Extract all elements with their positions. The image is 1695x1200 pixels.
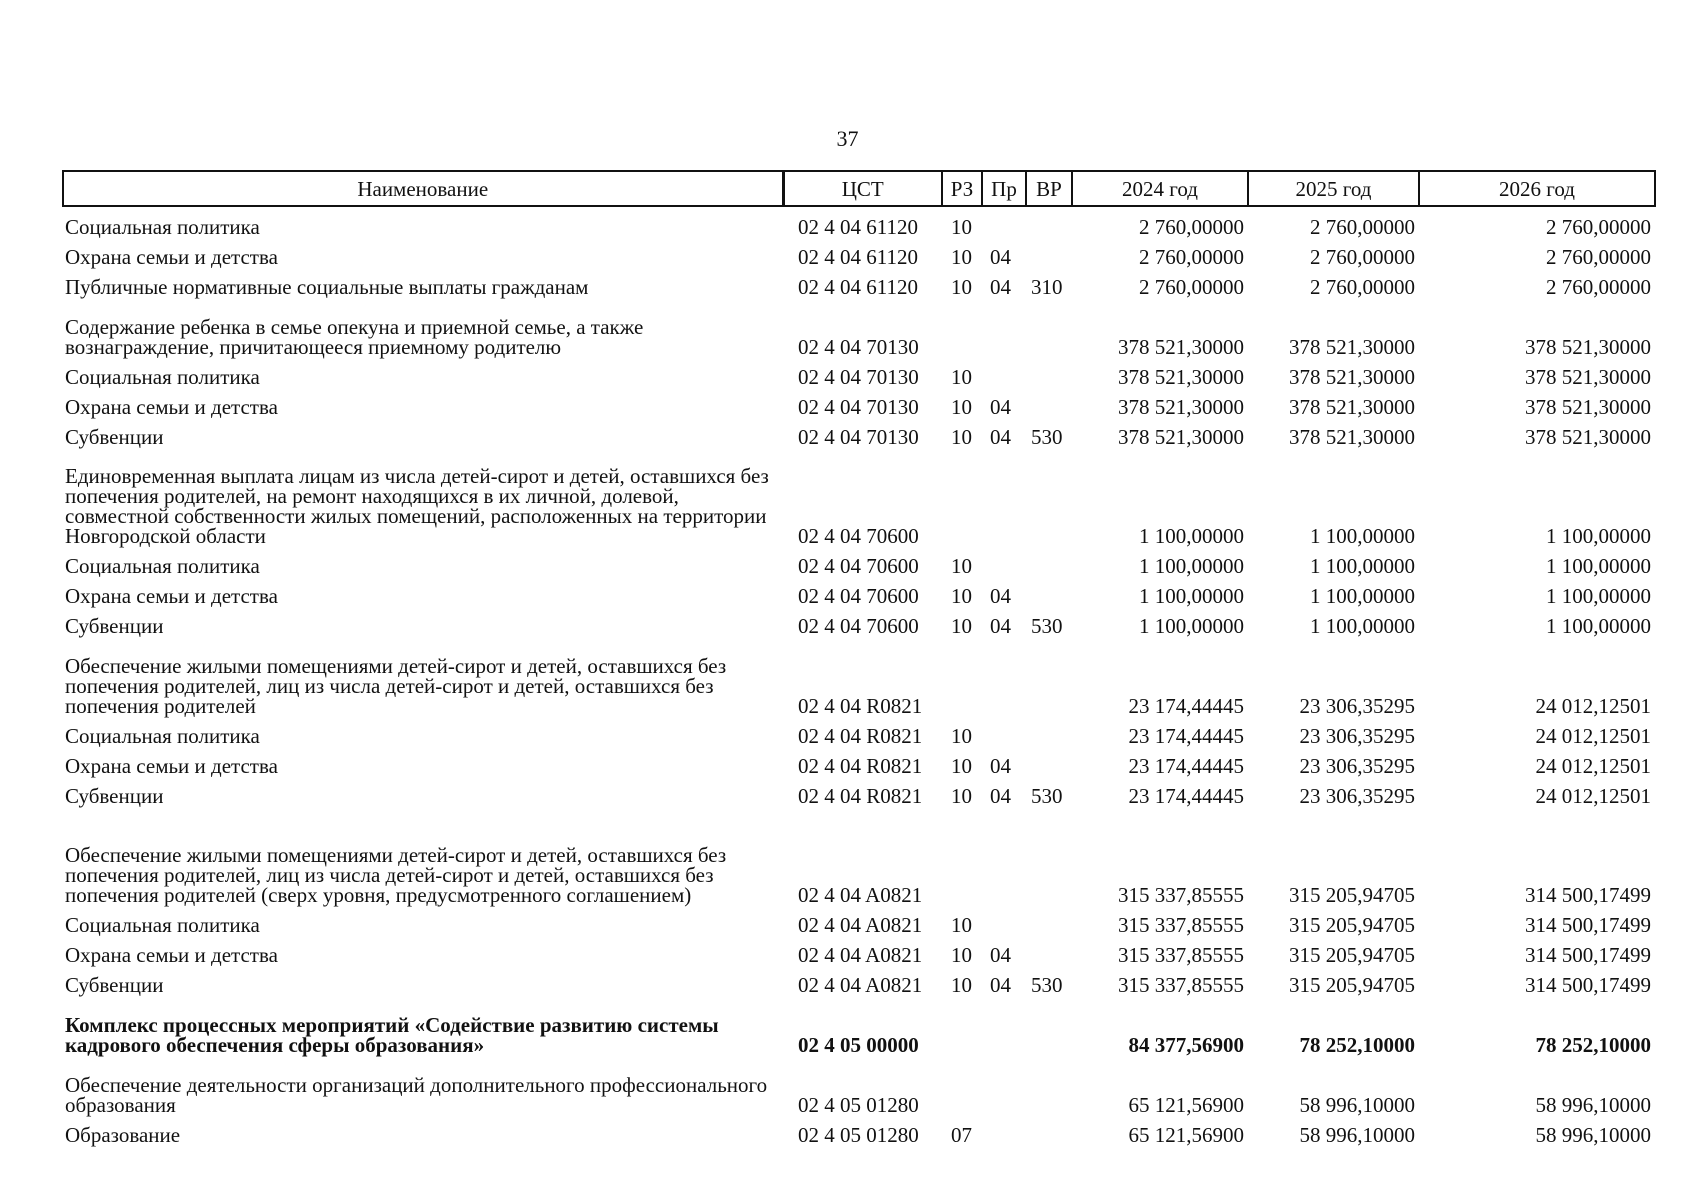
row-amount-2026: 314 500,17499 bbox=[1525, 943, 1651, 967]
row-cst: 02 4 04 61120 bbox=[798, 275, 918, 299]
row-cst: 02 4 04 R0821 bbox=[798, 754, 923, 778]
row-amount-2025: 2 760,00000 bbox=[1310, 245, 1415, 269]
row-name: Комплекс процессных мероприятий «Содействие развитию системы кадрового обеспечения сферы образования» bbox=[65, 1013, 719, 1057]
row-cst: 02 4 04 70130 bbox=[798, 335, 919, 359]
row-vr: 530 bbox=[1031, 973, 1063, 997]
row-amount-2024: 315 337,85555 bbox=[1118, 883, 1244, 907]
row-rz: 10 bbox=[951, 365, 972, 389]
row-amount-2026: 1 100,00000 bbox=[1546, 584, 1651, 608]
row-amount-2025: 315 205,94705 bbox=[1289, 883, 1415, 907]
header-pr: Пр bbox=[982, 171, 1026, 206]
table-row bbox=[63, 1115, 1655, 1145]
row-name: Публичные нормативные социальные выплаты гражданам bbox=[65, 275, 589, 299]
row-pr bbox=[982, 447, 1026, 546]
row-pr: 04 bbox=[990, 584, 1011, 608]
row-rz: 10 bbox=[951, 943, 972, 967]
row-amount-2025: 1 100,00000 bbox=[1310, 584, 1415, 608]
row-amount-2026: 2 760,00000 bbox=[1546, 275, 1651, 299]
row-cst: 02 4 04 70600 bbox=[798, 554, 919, 578]
row-cst: 02 4 05 01280 bbox=[798, 1123, 919, 1147]
row-vr bbox=[1026, 905, 1072, 935]
row-amount-2024: 315 337,85555 bbox=[1118, 913, 1244, 937]
row-amount-2026: 2 760,00000 bbox=[1546, 245, 1651, 269]
row-amount-2025: 378 521,30000 bbox=[1289, 425, 1415, 449]
row-rz: 10 bbox=[951, 973, 972, 997]
row-pr: 04 bbox=[990, 395, 1011, 419]
table-row bbox=[63, 237, 1655, 267]
header-rz: РЗ bbox=[942, 171, 982, 206]
row-rz: 10 bbox=[951, 554, 972, 578]
table-row bbox=[63, 965, 1655, 995]
row-rz: 10 bbox=[951, 275, 972, 299]
row-rz: 10 bbox=[951, 614, 972, 638]
row-amount-2026: 24 012,12501 bbox=[1535, 694, 1651, 718]
row-amount-2026: 78 252,10000 bbox=[1535, 1033, 1651, 1057]
row-pr: 04 bbox=[990, 425, 1011, 449]
row-rz: 10 bbox=[951, 425, 972, 449]
row-rz bbox=[942, 636, 982, 716]
header-2026: 2026 год bbox=[1419, 171, 1655, 206]
row-cst: 02 4 04 70130 bbox=[798, 425, 919, 449]
row-amount-2024: 378 521,30000 bbox=[1118, 425, 1244, 449]
row-pr bbox=[982, 206, 1026, 237]
row-amount-2026: 58 996,10000 bbox=[1535, 1093, 1651, 1117]
row-amount-2025: 23 306,35295 bbox=[1299, 724, 1415, 748]
budget-table bbox=[62, 170, 1656, 1145]
row-vr bbox=[1026, 995, 1072, 1055]
table-row bbox=[63, 995, 1655, 1055]
row-pr: 04 bbox=[990, 973, 1011, 997]
row-cst: 02 4 04 70600 bbox=[798, 584, 919, 608]
table-row bbox=[63, 636, 1655, 716]
row-cst: 02 4 04 61120 bbox=[798, 215, 918, 239]
row-cst: 02 4 04 A0821 bbox=[798, 943, 923, 967]
row-amount-2024: 23 174,44445 bbox=[1128, 754, 1244, 778]
row-amount-2024: 1 100,00000 bbox=[1139, 524, 1244, 548]
row-cst: 02 4 04 R0821 bbox=[798, 724, 923, 748]
row-pr bbox=[982, 546, 1026, 576]
row-amount-2024: 1 100,00000 bbox=[1139, 614, 1244, 638]
row-cst: 02 4 04 R0821 bbox=[798, 784, 923, 808]
row-pr bbox=[982, 905, 1026, 935]
row-amount-2026: 378 521,30000 bbox=[1525, 425, 1651, 449]
row-name: Охрана семьи и детства bbox=[65, 395, 278, 419]
table-row bbox=[63, 1055, 1655, 1115]
header-cst: ЦСТ bbox=[783, 171, 942, 206]
header-2024: 2024 год bbox=[1072, 171, 1248, 206]
row-amount-2025: 378 521,30000 bbox=[1289, 365, 1415, 389]
row-vr bbox=[1026, 546, 1072, 576]
row-amount-2026: 2 760,00000 bbox=[1546, 215, 1651, 239]
row-amount-2024: 23 174,44445 bbox=[1128, 724, 1244, 748]
table-row bbox=[63, 267, 1655, 297]
row-pr bbox=[982, 1055, 1026, 1115]
row-cst: 02 4 05 01280 bbox=[798, 1093, 919, 1117]
table-row bbox=[63, 776, 1655, 806]
row-amount-2024: 2 760,00000 bbox=[1139, 275, 1244, 299]
row-amount-2026: 378 521,30000 bbox=[1525, 365, 1651, 389]
table-row bbox=[63, 387, 1655, 417]
row-rz bbox=[942, 447, 982, 546]
row-pr bbox=[982, 995, 1026, 1055]
row-amount-2025: 378 521,30000 bbox=[1289, 395, 1415, 419]
row-pr bbox=[982, 806, 1026, 905]
row-amount-2026: 24 012,12501 bbox=[1535, 724, 1651, 748]
row-vr bbox=[1026, 806, 1072, 905]
row-rz: 10 bbox=[951, 395, 972, 419]
row-amount-2025: 78 252,10000 bbox=[1299, 1033, 1415, 1057]
row-pr: 04 bbox=[990, 275, 1011, 299]
row-vr bbox=[1026, 357, 1072, 387]
row-cst: 02 4 04 70600 bbox=[798, 614, 919, 638]
row-vr: 530 bbox=[1031, 784, 1063, 808]
row-vr bbox=[1026, 716, 1072, 746]
table-body bbox=[63, 206, 1655, 1145]
row-amount-2024: 1 100,00000 bbox=[1139, 554, 1244, 578]
row-pr bbox=[982, 716, 1026, 746]
row-amount-2024: 378 521,30000 bbox=[1118, 335, 1244, 359]
table-row bbox=[63, 357, 1655, 387]
row-name: Обеспечение жилыми помещениями детей-сирот и детей, оставшихся без попечения родителей, лиц из числа детей-сирот и детей, оставшихся без попечения родителей (сверх уровня, предусмотренного соглашением) bbox=[65, 843, 727, 907]
row-rz: 10 bbox=[951, 913, 972, 937]
row-cst: 02 4 04 70130 bbox=[798, 395, 919, 419]
row-vr bbox=[1026, 447, 1072, 546]
row-amount-2025: 23 306,35295 bbox=[1299, 784, 1415, 808]
table-row bbox=[63, 935, 1655, 965]
row-rz bbox=[942, 1055, 982, 1115]
row-vr: 530 bbox=[1031, 425, 1063, 449]
row-amount-2024: 378 521,30000 bbox=[1118, 395, 1244, 419]
row-name: Охрана семьи и детства bbox=[65, 943, 278, 967]
row-amount-2025: 1 100,00000 bbox=[1310, 524, 1415, 548]
table-row bbox=[63, 905, 1655, 935]
row-rz: 10 bbox=[951, 215, 972, 239]
table-row bbox=[63, 746, 1655, 776]
row-rz: 10 bbox=[951, 584, 972, 608]
table-row bbox=[63, 206, 1655, 237]
header-vr: ВР bbox=[1026, 171, 1072, 206]
row-pr: 04 bbox=[990, 245, 1011, 269]
row-rz bbox=[942, 297, 982, 357]
row-name: Социальная политика bbox=[65, 215, 260, 239]
row-vr bbox=[1026, 1055, 1072, 1115]
row-pr bbox=[982, 636, 1026, 716]
row-name: Социальная политика bbox=[65, 913, 260, 937]
row-vr bbox=[1026, 237, 1072, 267]
row-amount-2025: 2 760,00000 bbox=[1310, 215, 1415, 239]
row-vr bbox=[1026, 297, 1072, 357]
row-amount-2026: 24 012,12501 bbox=[1535, 784, 1651, 808]
page-number: 37 bbox=[836, 126, 859, 151]
row-pr: 04 bbox=[990, 754, 1011, 778]
row-name: Социальная политика bbox=[65, 724, 260, 748]
row-amount-2025: 1 100,00000 bbox=[1310, 554, 1415, 578]
row-name: Единовременная выплата лицам из числа детей-сирот и детей, оставшихся без попечения родителей, на ремонт находящихся в их личной, долевой, совместной собственности жилых помещений, расположенных на территории Новгородской области bbox=[65, 464, 769, 548]
row-amount-2025: 315 205,94705 bbox=[1289, 913, 1415, 937]
row-vr bbox=[1026, 387, 1072, 417]
row-name: Образование bbox=[65, 1123, 181, 1147]
row-amount-2026: 314 500,17499 bbox=[1525, 883, 1651, 907]
row-amount-2026: 58 996,10000 bbox=[1535, 1123, 1651, 1147]
row-rz: 10 bbox=[951, 724, 972, 748]
row-amount-2026: 378 521,30000 bbox=[1525, 335, 1651, 359]
row-amount-2025: 315 205,94705 bbox=[1289, 973, 1415, 997]
row-pr bbox=[982, 357, 1026, 387]
row-pr bbox=[982, 1115, 1026, 1145]
row-amount-2025: 1 100,00000 bbox=[1310, 614, 1415, 638]
table-row bbox=[63, 576, 1655, 606]
row-vr: 530 bbox=[1031, 614, 1063, 638]
row-amount-2026: 314 500,17499 bbox=[1525, 913, 1651, 937]
row-amount-2026: 378 521,30000 bbox=[1525, 395, 1651, 419]
row-name: Социальная политика bbox=[65, 365, 260, 389]
table-row bbox=[63, 546, 1655, 576]
row-name: Охрана семьи и детства bbox=[65, 245, 278, 269]
row-amount-2025: 58 996,10000 bbox=[1299, 1093, 1415, 1117]
row-amount-2025: 378 521,30000 bbox=[1289, 335, 1415, 359]
row-amount-2025: 23 306,35295 bbox=[1299, 694, 1415, 718]
row-cst: 02 4 04 A0821 bbox=[798, 973, 923, 997]
row-vr bbox=[1026, 636, 1072, 716]
row-cst: 02 4 04 61120 bbox=[798, 245, 918, 269]
row-vr bbox=[1026, 746, 1072, 776]
row-amount-2024: 23 174,44445 bbox=[1128, 694, 1244, 718]
row-pr: 04 bbox=[990, 943, 1011, 967]
row-vr bbox=[1026, 576, 1072, 606]
row-cst: 02 4 04 70600 bbox=[798, 524, 919, 548]
row-pr: 04 bbox=[990, 784, 1011, 808]
header-name: Наименование bbox=[63, 171, 783, 206]
row-amount-2024: 1 100,00000 bbox=[1139, 584, 1244, 608]
row-rz bbox=[942, 995, 982, 1055]
row-name: Обеспечение жилыми помещениями детей-сирот и детей, оставшихся без попечения родителей, лиц из числа детей-сирот и детей, оставшихся без попечения родителей bbox=[65, 654, 727, 718]
row-vr bbox=[1026, 206, 1072, 237]
row-amount-2025: 58 996,10000 bbox=[1299, 1123, 1415, 1147]
row-amount-2025: 23 306,35295 bbox=[1299, 754, 1415, 778]
row-cst: 02 4 05 00000 bbox=[798, 1033, 919, 1057]
row-rz bbox=[942, 806, 982, 905]
row-amount-2024: 65 121,56900 bbox=[1128, 1123, 1244, 1147]
row-cst: 02 4 04 A0821 bbox=[798, 913, 923, 937]
row-name: Охрана семьи и детства bbox=[65, 754, 278, 778]
row-name: Содержание ребенка в семье опекуна и приемной семье, а также вознаграждение, причитающееся приемному родителю bbox=[65, 315, 644, 359]
row-amount-2024: 315 337,85555 bbox=[1118, 943, 1244, 967]
row-name: Субвенции bbox=[65, 425, 164, 449]
table-row bbox=[63, 606, 1655, 636]
row-rz: 07 bbox=[951, 1123, 972, 1147]
row-cst: 02 4 04 R0821 bbox=[798, 694, 923, 718]
row-cst: 02 4 04 70130 bbox=[798, 365, 919, 389]
row-amount-2024: 84 377,56900 bbox=[1128, 1033, 1244, 1057]
row-rz: 10 bbox=[951, 245, 972, 269]
table-header-row bbox=[63, 171, 1655, 206]
row-amount-2024: 2 760,00000 bbox=[1139, 245, 1244, 269]
row-pr: 04 bbox=[990, 614, 1011, 638]
row-name: Охрана семьи и детства bbox=[65, 584, 278, 608]
row-amount-2024: 23 174,44445 bbox=[1128, 784, 1244, 808]
row-name: Субвенции bbox=[65, 973, 164, 997]
row-rz: 10 bbox=[951, 784, 972, 808]
row-amount-2026: 1 100,00000 bbox=[1546, 614, 1651, 638]
row-name: Субвенции bbox=[65, 614, 164, 638]
row-amount-2026: 314 500,17499 bbox=[1525, 973, 1651, 997]
row-cst: 02 4 04 A0821 bbox=[798, 883, 923, 907]
table-row bbox=[63, 297, 1655, 357]
row-pr bbox=[982, 297, 1026, 357]
row-amount-2026: 24 012,12501 bbox=[1535, 754, 1651, 778]
header-2025: 2025 год bbox=[1248, 171, 1419, 206]
row-amount-2026: 1 100,00000 bbox=[1546, 554, 1651, 578]
row-amount-2025: 315 205,94705 bbox=[1289, 943, 1415, 967]
table-row bbox=[63, 806, 1655, 905]
row-amount-2024: 2 760,00000 bbox=[1139, 215, 1244, 239]
table-row bbox=[63, 447, 1655, 546]
row-amount-2024: 378 521,30000 bbox=[1118, 365, 1244, 389]
row-vr bbox=[1026, 935, 1072, 965]
row-name: Субвенции bbox=[65, 784, 164, 808]
table-row bbox=[63, 417, 1655, 447]
row-amount-2026: 1 100,00000 bbox=[1546, 524, 1651, 548]
row-vr bbox=[1026, 1115, 1072, 1145]
row-name: Обеспечение деятельности организаций дополнительного профессионального образования bbox=[65, 1073, 768, 1117]
row-rz: 10 bbox=[951, 754, 972, 778]
row-amount-2024: 315 337,85555 bbox=[1118, 973, 1244, 997]
row-vr: 310 bbox=[1031, 275, 1063, 299]
table-row bbox=[63, 716, 1655, 746]
row-amount-2025: 2 760,00000 bbox=[1310, 275, 1415, 299]
row-amount-2024: 65 121,56900 bbox=[1128, 1093, 1244, 1117]
row-name: Социальная политика bbox=[65, 554, 260, 578]
